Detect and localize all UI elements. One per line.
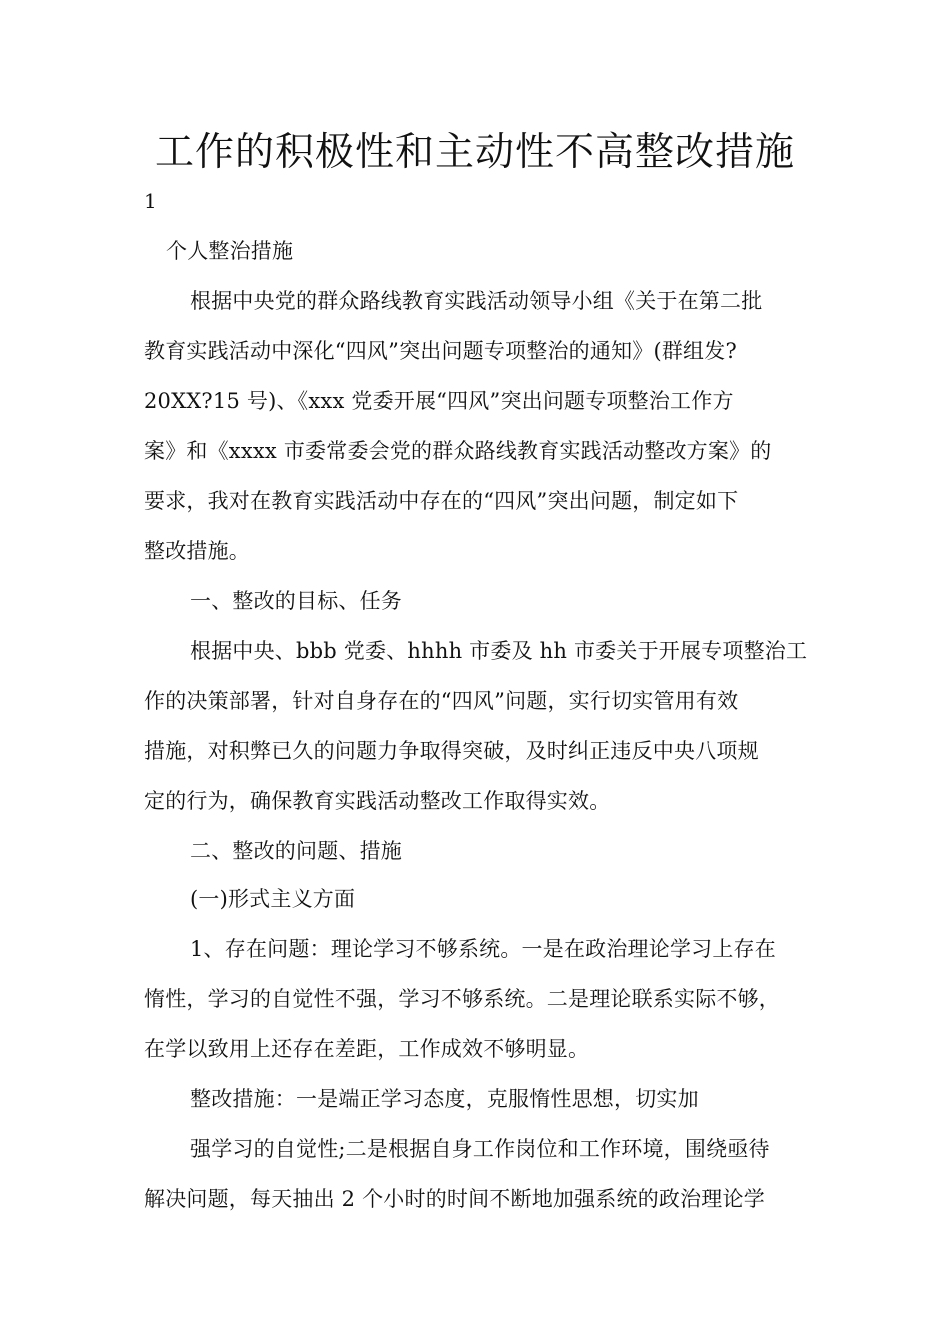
paragraph-line: 根据中央党的群众路线教育实践活动领导小组《关于在第二批 xyxy=(190,289,763,313)
paragraph-line: 整改措施：一是端正学习态度，克服惰性思想，切实加 xyxy=(190,1087,699,1111)
section-heading-personal-measures: 个人整治措施 xyxy=(166,239,294,263)
paragraph-line: 根据中央、bbb 党委、hhhh 市委及 hh 市委关于开展专项整治工 xyxy=(190,639,808,663)
section-heading-goals: 一、整改的目标、任务 xyxy=(190,589,402,613)
paragraph-line: 要求，我对在教育实践活动中存在的“四风”突出问题，制定如下 xyxy=(144,489,739,513)
paragraph-line: 惰性，学习的自觉性不强，学习不够系统。二是理论联系实际不够， xyxy=(144,987,780,1011)
paragraph-line: 案》和《xxxx 市委常委会党的群众路线教育实践活动整改方案》的 xyxy=(144,439,772,463)
document-title: 工作的积极性和主动性不高整改措施 xyxy=(154,130,795,175)
paragraph-line: 20XX?15 号)、《xxx 党委开展“四风”突出问题专项整治工作方 xyxy=(144,389,734,413)
subsection-heading-formalism: (一)形式主义方面 xyxy=(190,887,356,911)
paragraph-line: 解决问题，每天抽出 2 个小时的时间不断地加强系统的政治理论学 xyxy=(144,1187,765,1211)
section-heading-problems: 二、整改的问题、措施 xyxy=(190,839,402,863)
paragraph-line: 定的行为，确保教育实践活动整改工作取得实效。 xyxy=(144,789,611,813)
paragraph-line: 措施，对积弊已久的问题力争取得突破，及时纠正违反中央八项规 xyxy=(144,739,759,763)
paragraph-line: 作的决策部署，针对自身存在的“四风”问题，实行切实管用有效 xyxy=(144,689,739,713)
page-number: 1 xyxy=(144,189,157,213)
paragraph-line: 教育实践活动中深化“四风”突出问题专项整治的通知》(群组发? xyxy=(144,339,737,363)
paragraph-line: 强学习的自觉性;二是根据自身工作岗位和工作环境，围绕亟待 xyxy=(190,1137,770,1161)
paragraph-line: 在学以致用上还存在差距，工作成效不够明显。 xyxy=(144,1037,590,1061)
paragraph-line: 整改措施。 xyxy=(144,539,250,563)
paragraph-line: 1、存在问题：理论学习不够系统。一是在政治理论学习上存在 xyxy=(190,937,776,961)
